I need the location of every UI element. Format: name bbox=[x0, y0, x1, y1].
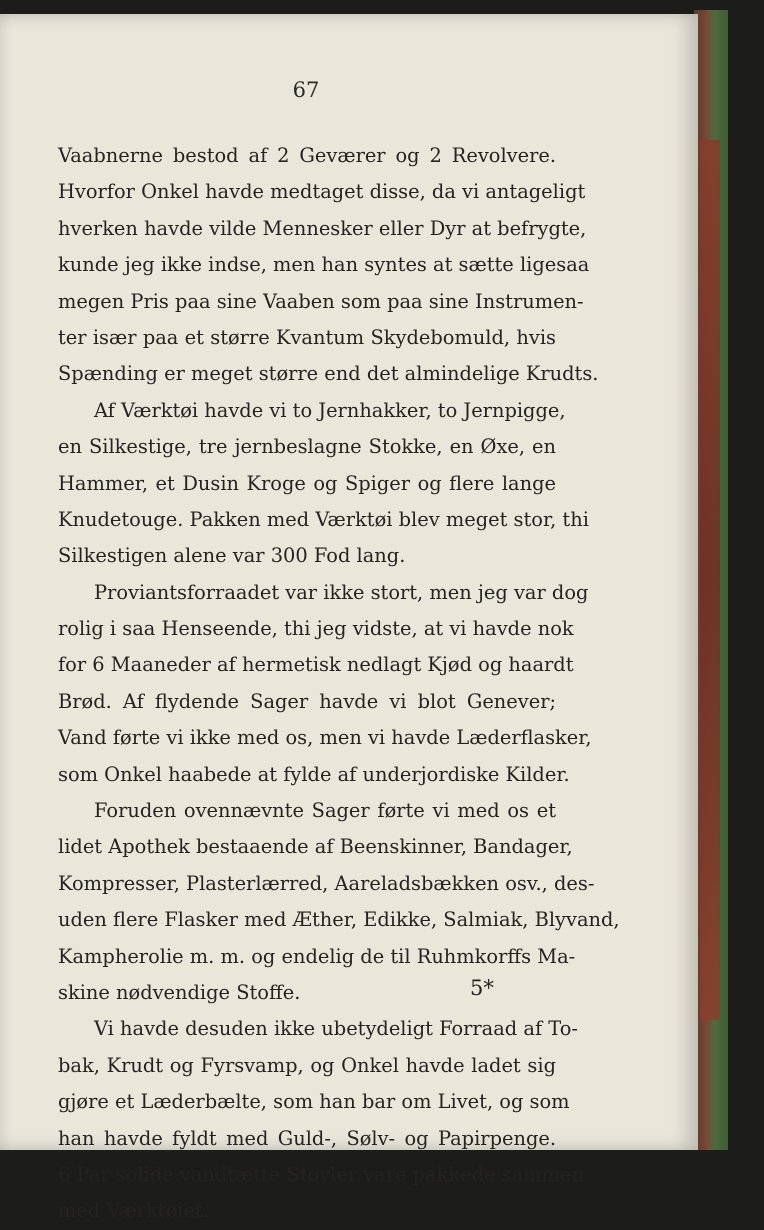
text-line: Hammer, et Dusin Kroge og Spiger og flere lange bbox=[58, 471, 556, 495]
text-line: 6 Par solide vandtætte Støvler vare pakkede sammen bbox=[58, 1162, 584, 1186]
text-line: Kompresser, Plasterlærred, Aareladsbækken osv., des- bbox=[58, 871, 595, 895]
text-line: gjøre et Læderbælte, som han bar om Livet, og som bbox=[58, 1090, 570, 1114]
text-line: lidet Apothek bestaaende af Beenskinner, Bandager, bbox=[58, 835, 573, 859]
text-line: hverken havde vilde Mennesker eller Dyr at befrygte, bbox=[58, 216, 587, 240]
text-line: han havde fyldt med Guld-, Sølv- og Papirpenge. bbox=[58, 1126, 556, 1150]
text-line: uden flere Flasker med Æther, Edikke, Salmiak, Blyvand, bbox=[58, 908, 620, 932]
text-line: ter især paa et større Kvantum Skydebomuld, hvis bbox=[58, 325, 556, 349]
text-line: med Værktøiet. bbox=[58, 1199, 210, 1223]
text-line: kunde jeg ikke indse, men han syntes at sætte ligesaa bbox=[58, 253, 590, 277]
text-line: Af Værktøi havde vi to Jernhakker, to Jernpigge, bbox=[94, 398, 566, 422]
binding-spine-strip bbox=[700, 140, 720, 1020]
body-text bbox=[58, 138, 620, 1230]
text-line: Foruden ovennævnte Sager førte vi med os et bbox=[94, 799, 556, 823]
text-line: Kampherolie m. m. og endelig de til Ruhmkorffs Ma- bbox=[58, 944, 576, 968]
text-line: Vaabnerne bestod af 2 Geværer og 2 Revolvere. bbox=[58, 144, 556, 167]
text-line: Vi havde desuden ikke ubetydeligt Forraad af To- bbox=[94, 1017, 578, 1041]
text-line: Brød. Af flydende Sager havde vi blot Genever; bbox=[58, 689, 556, 713]
printer-signature-mark: 5* bbox=[470, 976, 494, 1000]
text-line: Spænding er meget større end det almindelige Krudts. bbox=[58, 362, 599, 386]
text-line: en Silkestige, tre jernbeslagne Stokke, en Øxe, en bbox=[58, 435, 556, 459]
text-line: Vand førte vi ikke med os, men vi havde Læderflasker, bbox=[58, 726, 592, 750]
text-line: skine nødvendige Stoffe. bbox=[58, 980, 301, 1004]
page-number: 67 bbox=[292, 78, 320, 102]
text-line: som Onkel haabede at fylde af underjordiske Kilder. bbox=[58, 762, 570, 786]
text-line: Proviantsforraadet var ikke stort, men jeg var dog bbox=[94, 580, 589, 604]
text-line: Hvorfor Onkel havde medtaget disse, da vi antageligt bbox=[58, 180, 586, 204]
text-line: bak, Krudt og Fyrsvamp, og Onkel havde ladet sig bbox=[58, 1053, 556, 1077]
book-page bbox=[0, 14, 698, 1223]
text-line: for 6 Maaneder af hermetisk nedlagt Kjød og haardt bbox=[58, 653, 574, 677]
text-line: rolig i saa Henseende, thi jeg vidste, at vi havde nok bbox=[58, 617, 574, 641]
text-line: Silkestigen alene var 300 Fod lang. bbox=[58, 544, 406, 568]
text-line: megen Pris paa sine Vaaben som paa sine Instrumen- bbox=[58, 289, 584, 313]
text-line: Knudetouge. Pakken med Værktøi blev meget stor, thi bbox=[58, 507, 589, 531]
